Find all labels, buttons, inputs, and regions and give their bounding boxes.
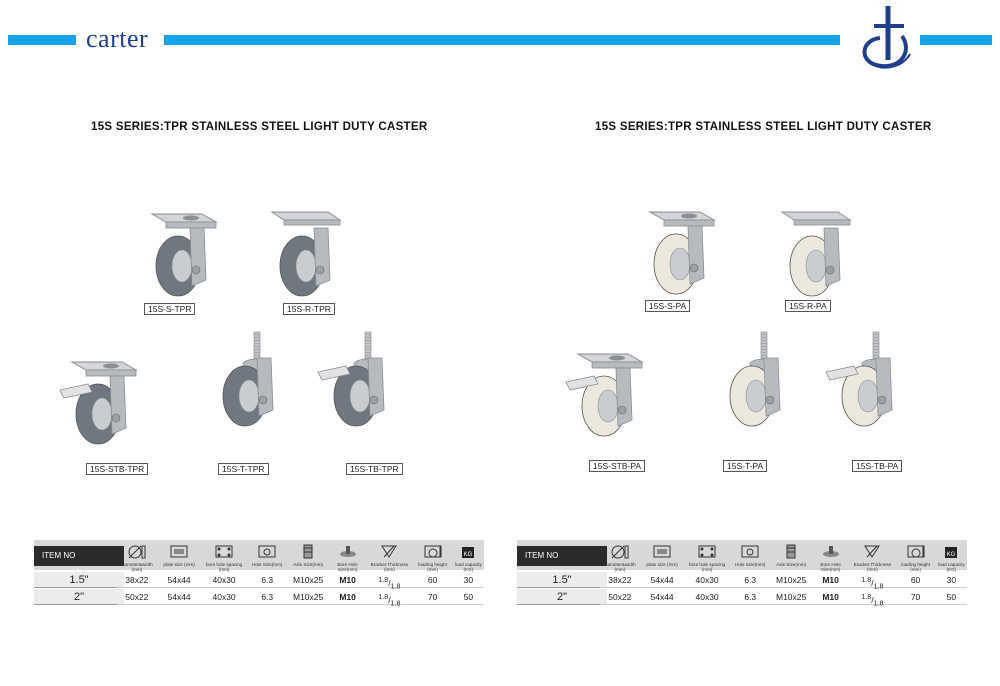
spec-cell-hole-size: 6.3 bbox=[730, 572, 770, 588]
spec-cell-loading-height: 60 bbox=[412, 572, 452, 588]
axle-size-icon bbox=[299, 544, 317, 559]
column-caption: plate size (mm) bbox=[163, 562, 195, 567]
spec-cell-plate-size: 54x44 bbox=[640, 572, 684, 588]
spec-cell-bore-spacing: 40x30 bbox=[201, 589, 247, 605]
column-caption: load capacity (KG) bbox=[937, 562, 965, 572]
spec-cell-axle-size: M10x25 bbox=[770, 572, 811, 588]
column-caption: bore hole spacing (mm) bbox=[688, 562, 726, 572]
wheel-diameter-icon bbox=[611, 544, 629, 559]
plate-size-icon bbox=[170, 544, 188, 559]
brand-name: carter bbox=[86, 24, 149, 53]
spec-row bbox=[34, 572, 484, 591]
spec-column-header bbox=[247, 540, 287, 567]
thickness-b: 1.8 bbox=[873, 599, 884, 608]
spec-cell-plate-size: 54x44 bbox=[640, 589, 684, 605]
spec-column-header bbox=[157, 540, 201, 567]
bore-spacing-icon bbox=[215, 544, 233, 559]
product-label: 15S-R-PA bbox=[785, 300, 831, 312]
thickness-a: 1.8 bbox=[378, 593, 389, 601]
column-caption: Bracket Thickness (mm) bbox=[853, 562, 892, 572]
spec-cell-bore-hole bbox=[329, 589, 367, 605]
svg-text:KG: KG bbox=[947, 552, 956, 558]
spec-row bbox=[34, 589, 484, 608]
spec-column-header bbox=[849, 540, 895, 572]
spec-table-left bbox=[34, 540, 484, 612]
spec-cell-diameter-width: 38x22 bbox=[117, 572, 157, 588]
spec-column-header bbox=[287, 540, 328, 567]
thickness-a: 1.8 bbox=[861, 593, 872, 601]
spec-cell-diameter-width: 38x22 bbox=[600, 572, 640, 588]
product-label: 15S-STB-PA bbox=[589, 460, 645, 472]
spec-column-header bbox=[453, 540, 484, 572]
column-caption: bore hole spacing (mm) bbox=[205, 562, 243, 572]
product-label: 15S-T-PA bbox=[723, 460, 767, 472]
row-size: 2" bbox=[34, 589, 124, 605]
header-bar-right bbox=[920, 35, 992, 45]
plate-size-icon bbox=[653, 544, 671, 559]
spec-cell-bore-hole bbox=[329, 572, 367, 588]
spec-cell-axle-size: M10x25 bbox=[770, 589, 811, 605]
spec-cell-hole-size: 6.3 bbox=[730, 589, 770, 605]
section-title-left: 15S SERIES:TPR STAINLESS STEEL LIGHT DUTY CASTER bbox=[91, 121, 428, 133]
spec-column-header bbox=[117, 540, 157, 572]
spec-cell-bore-spacing: 40x30 bbox=[684, 589, 730, 605]
spec-cell-axle-size: M10x25 bbox=[287, 572, 328, 588]
svg-text:KG: KG bbox=[464, 552, 473, 558]
spec-cell-bore-hole bbox=[812, 572, 850, 588]
spec-cell-bore-spacing: 40x30 bbox=[684, 572, 730, 588]
spec-cell-axle-size: M10x25 bbox=[287, 589, 328, 605]
row-size: 1.5" bbox=[34, 572, 124, 588]
column-caption: diameter&width (mm) bbox=[121, 562, 153, 572]
column-caption: Axle Size(mm) bbox=[776, 562, 807, 567]
column-caption: Hole Size(mm) bbox=[252, 562, 283, 567]
column-caption: Bore Hole Size(mm) bbox=[820, 562, 841, 572]
item-no-header: ITEM NO bbox=[34, 546, 124, 566]
spec-cell-plate-size: 54x44 bbox=[157, 572, 201, 588]
thickness-b: 1.8 bbox=[390, 582, 401, 591]
hole-size-icon bbox=[258, 544, 276, 559]
item-no-header: ITEM NO bbox=[517, 546, 607, 566]
row-size: 2" bbox=[517, 589, 607, 605]
spec-cell-diameter-width: 50x22 bbox=[117, 589, 157, 605]
spec-cell-thickness: $^{1.8}/_{1.8}$ bbox=[366, 572, 412, 588]
column-caption: Axle Size(mm) bbox=[293, 562, 324, 567]
column-caption: load capacity (KG) bbox=[454, 562, 482, 572]
spec-cell-thickness: $^{1.8}/_{1.8}$ bbox=[849, 572, 895, 588]
spec-cell-diameter-width: 50x22 bbox=[600, 589, 640, 605]
column-caption: Bracket Thickness (mm) bbox=[370, 562, 409, 572]
spec-column-header bbox=[366, 540, 412, 572]
thickness-b: 1.8 bbox=[390, 599, 401, 608]
spec-table-right bbox=[517, 540, 967, 612]
spec-column-header bbox=[730, 540, 770, 567]
column-caption: plate size (mm) bbox=[646, 562, 678, 567]
spec-cell-thickness: $^{1.8}/_{1.8}$ bbox=[366, 589, 412, 605]
row-size: 1.5" bbox=[517, 572, 607, 588]
spec-column-header bbox=[412, 540, 452, 572]
column-caption: Hole Size(mm) bbox=[735, 562, 766, 567]
spec-cell-loading-height: 70 bbox=[895, 589, 935, 605]
spec-cell-load-capacity: 50 bbox=[453, 589, 484, 605]
bore-hole-value: M10 bbox=[339, 575, 356, 585]
product-label: 15S-S-PA bbox=[645, 300, 690, 312]
load-capacity-icon bbox=[942, 544, 960, 559]
spec-cell-loading-height: 70 bbox=[412, 589, 452, 605]
spec-cell-hole-size: 6.3 bbox=[247, 572, 287, 588]
caster-image-rigid bbox=[262, 200, 352, 300]
product-label: 15S-TB-PA bbox=[852, 460, 902, 472]
column-caption: diameter&width (mm) bbox=[604, 562, 636, 572]
spec-column-header bbox=[684, 540, 730, 572]
product-label: 15S-S-TPR bbox=[144, 303, 195, 315]
bore-hole-value: M10 bbox=[339, 592, 356, 602]
spec-row bbox=[517, 572, 967, 591]
caster-image-threaded-brake bbox=[824, 330, 914, 430]
section-title-right: 15S SERIES:TPR STAINLESS STEEL LIGHT DUTY CASTER bbox=[595, 121, 932, 133]
spec-column-header bbox=[600, 540, 640, 572]
spec-cell-load-capacity: 50 bbox=[936, 589, 967, 605]
header-bar-left bbox=[8, 35, 76, 45]
bore-hole-icon bbox=[339, 544, 357, 559]
loading-height-icon bbox=[424, 544, 442, 559]
spec-cell-hole-size: 6.3 bbox=[247, 589, 287, 605]
caster-image-threaded bbox=[205, 330, 295, 430]
brand-logo bbox=[852, 2, 916, 72]
thickness-a: 1.8 bbox=[861, 576, 872, 584]
thickness-b: 1.8 bbox=[873, 582, 884, 591]
wheel-diameter-icon bbox=[128, 544, 146, 559]
column-caption: loading height (mm) bbox=[418, 562, 447, 572]
caster-image-threaded-brake bbox=[316, 330, 406, 430]
bore-hole-value: M10 bbox=[822, 592, 839, 602]
spec-cell-loading-height: 60 bbox=[895, 572, 935, 588]
axle-size-icon bbox=[782, 544, 800, 559]
bracket-thickness-icon bbox=[380, 544, 398, 559]
caster-image-threaded bbox=[712, 330, 802, 430]
column-caption: loading height (mm) bbox=[901, 562, 930, 572]
spec-cell-bore-hole bbox=[812, 589, 850, 605]
caster-image-swivel bbox=[138, 200, 228, 300]
spec-column-header bbox=[201, 540, 247, 572]
bracket-thickness-icon bbox=[863, 544, 881, 559]
spec-column-header bbox=[770, 540, 811, 567]
header-bar-middle bbox=[164, 35, 840, 45]
loading-height-icon bbox=[907, 544, 925, 559]
spec-column-header bbox=[812, 540, 850, 572]
product-label: 15S-T-TPR bbox=[218, 463, 269, 475]
thickness-a: 1.8 bbox=[378, 576, 389, 584]
spec-column-header bbox=[329, 540, 367, 572]
spec-cell-load-capacity: 30 bbox=[453, 572, 484, 588]
bore-hole-value: M10 bbox=[822, 575, 839, 585]
hole-size-icon bbox=[741, 544, 759, 559]
spec-column-header bbox=[936, 540, 967, 572]
spec-cell-plate-size: 54x44 bbox=[157, 589, 201, 605]
spec-cell-load-capacity: 30 bbox=[936, 572, 967, 588]
column-caption: Bore Hole Size(mm) bbox=[337, 562, 358, 572]
product-label: 15S-TB-TPR bbox=[346, 463, 403, 475]
spec-cell-thickness: $^{1.8}/_{1.8}$ bbox=[849, 589, 895, 605]
caster-image-swivel-brake bbox=[58, 348, 148, 448]
bore-hole-icon bbox=[822, 544, 840, 559]
caster-image-swivel-brake bbox=[564, 340, 654, 440]
caster-image-swivel bbox=[636, 198, 726, 298]
product-label: 15S-STB-TPR bbox=[86, 463, 148, 475]
product-label: 15S-R-TPR bbox=[283, 303, 335, 315]
spec-row bbox=[517, 589, 967, 608]
bore-spacing-icon bbox=[698, 544, 716, 559]
caster-image-rigid bbox=[772, 200, 862, 300]
spec-cell-bore-spacing: 40x30 bbox=[201, 572, 247, 588]
spec-column-header bbox=[895, 540, 935, 572]
spec-column-header bbox=[640, 540, 684, 567]
load-capacity-icon bbox=[459, 544, 477, 559]
